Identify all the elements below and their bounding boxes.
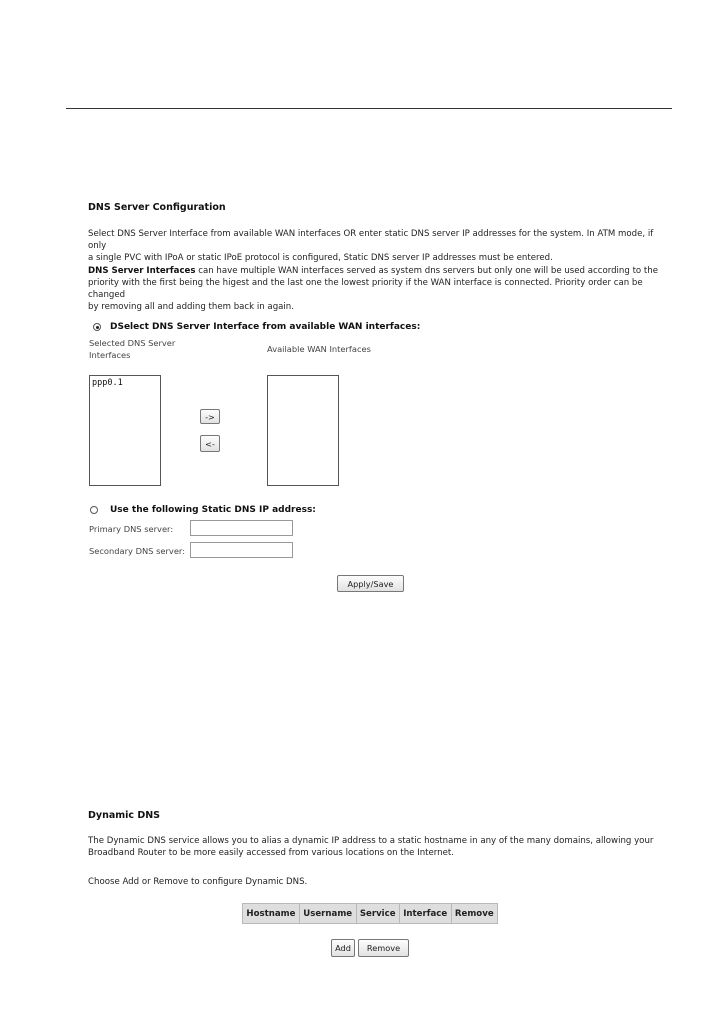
secondary-dns-input[interactable] xyxy=(190,542,293,558)
primary-dns-label: Primary DNS server: xyxy=(89,524,174,534)
dns-intro-line: a single PVC with IPoA or static IPoE protocol is configured, Static DNS server IP addresses must be entered. xyxy=(88,253,553,264)
dns-intro-text xyxy=(88,228,663,313)
ddns-table-header-row xyxy=(243,904,498,924)
ddns-col-username: Username xyxy=(299,904,356,924)
option-interface-radio[interactable] xyxy=(93,323,101,331)
dns-interfaces-bold: DNS Server Interfaces xyxy=(88,265,196,276)
apply-save-button[interactable]: Apply/Save xyxy=(337,575,404,592)
dns-interfaces-line: priority with the first being the higest and the last one the lowest priority if the WAN interface is connected. Priority order can be changed xyxy=(88,277,643,301)
ddns-intro-text xyxy=(88,835,663,859)
primary-dns-input[interactable] xyxy=(190,520,293,536)
available-interfaces-list[interactable] xyxy=(267,375,339,486)
secondary-dns-label: Secondary DNS server: xyxy=(89,546,185,556)
option-static-radio[interactable] xyxy=(90,506,98,514)
ddns-col-hostname: Hostname xyxy=(243,904,300,924)
dns-section-title: DNS Server Configuration xyxy=(88,202,226,213)
ddns-instruction: Choose Add or Remove to configure Dynamic DNS. xyxy=(88,877,308,887)
ddns-col-interface: Interface xyxy=(399,904,451,924)
option-static-label: Use the following Static DNS IP address: xyxy=(110,505,316,515)
move-right-button[interactable]: -> xyxy=(200,409,220,424)
header-rule xyxy=(66,108,672,109)
move-left-button[interactable]: <- xyxy=(200,435,220,452)
dns-intro-line: Select DNS Server Interface from available WAN interfaces OR enter static DNS server IP addresses for the system. In ATM mode, if only xyxy=(88,229,654,252)
ddns-section-title: Dynamic DNS xyxy=(88,810,161,821)
selected-interfaces-label-line: Selected DNS Server xyxy=(89,338,176,348)
ddns-remove-button[interactable]: Remove xyxy=(358,939,409,957)
available-interfaces-label: Available WAN Interfaces xyxy=(267,344,371,354)
selected-interfaces-label xyxy=(89,337,175,361)
ddns-table xyxy=(242,903,498,924)
dns-interfaces-text: can have multiple WAN interfaces served as system dns servers but only one will be used according to the xyxy=(195,265,659,276)
dns-interfaces-line xyxy=(88,265,663,277)
ddns-intro-line: Broadband Router to be more easily accessed from various locations on the Internet. xyxy=(88,848,455,859)
ddns-col-remove: Remove xyxy=(451,904,497,924)
list-item[interactable]: ppp0.1 xyxy=(92,378,123,388)
ddns-col-service: Service xyxy=(356,904,399,924)
dns-interfaces-line: by removing all and adding them back in again. xyxy=(88,302,294,313)
ddns-add-button[interactable]: Add xyxy=(331,939,355,957)
selected-interfaces-list[interactable] xyxy=(89,375,161,486)
option-interface-row[interactable] xyxy=(93,322,420,332)
option-static-row[interactable] xyxy=(90,505,316,515)
option-interface-label: DSelect DNS Server Interface from available WAN interfaces: xyxy=(110,322,421,332)
ddns-intro-line: The Dynamic DNS service allows you to alias a dynamic IP address to a static hostname in any of the many domains, allowing your xyxy=(88,836,654,846)
selected-interfaces-label-line: Interfaces xyxy=(89,350,131,360)
